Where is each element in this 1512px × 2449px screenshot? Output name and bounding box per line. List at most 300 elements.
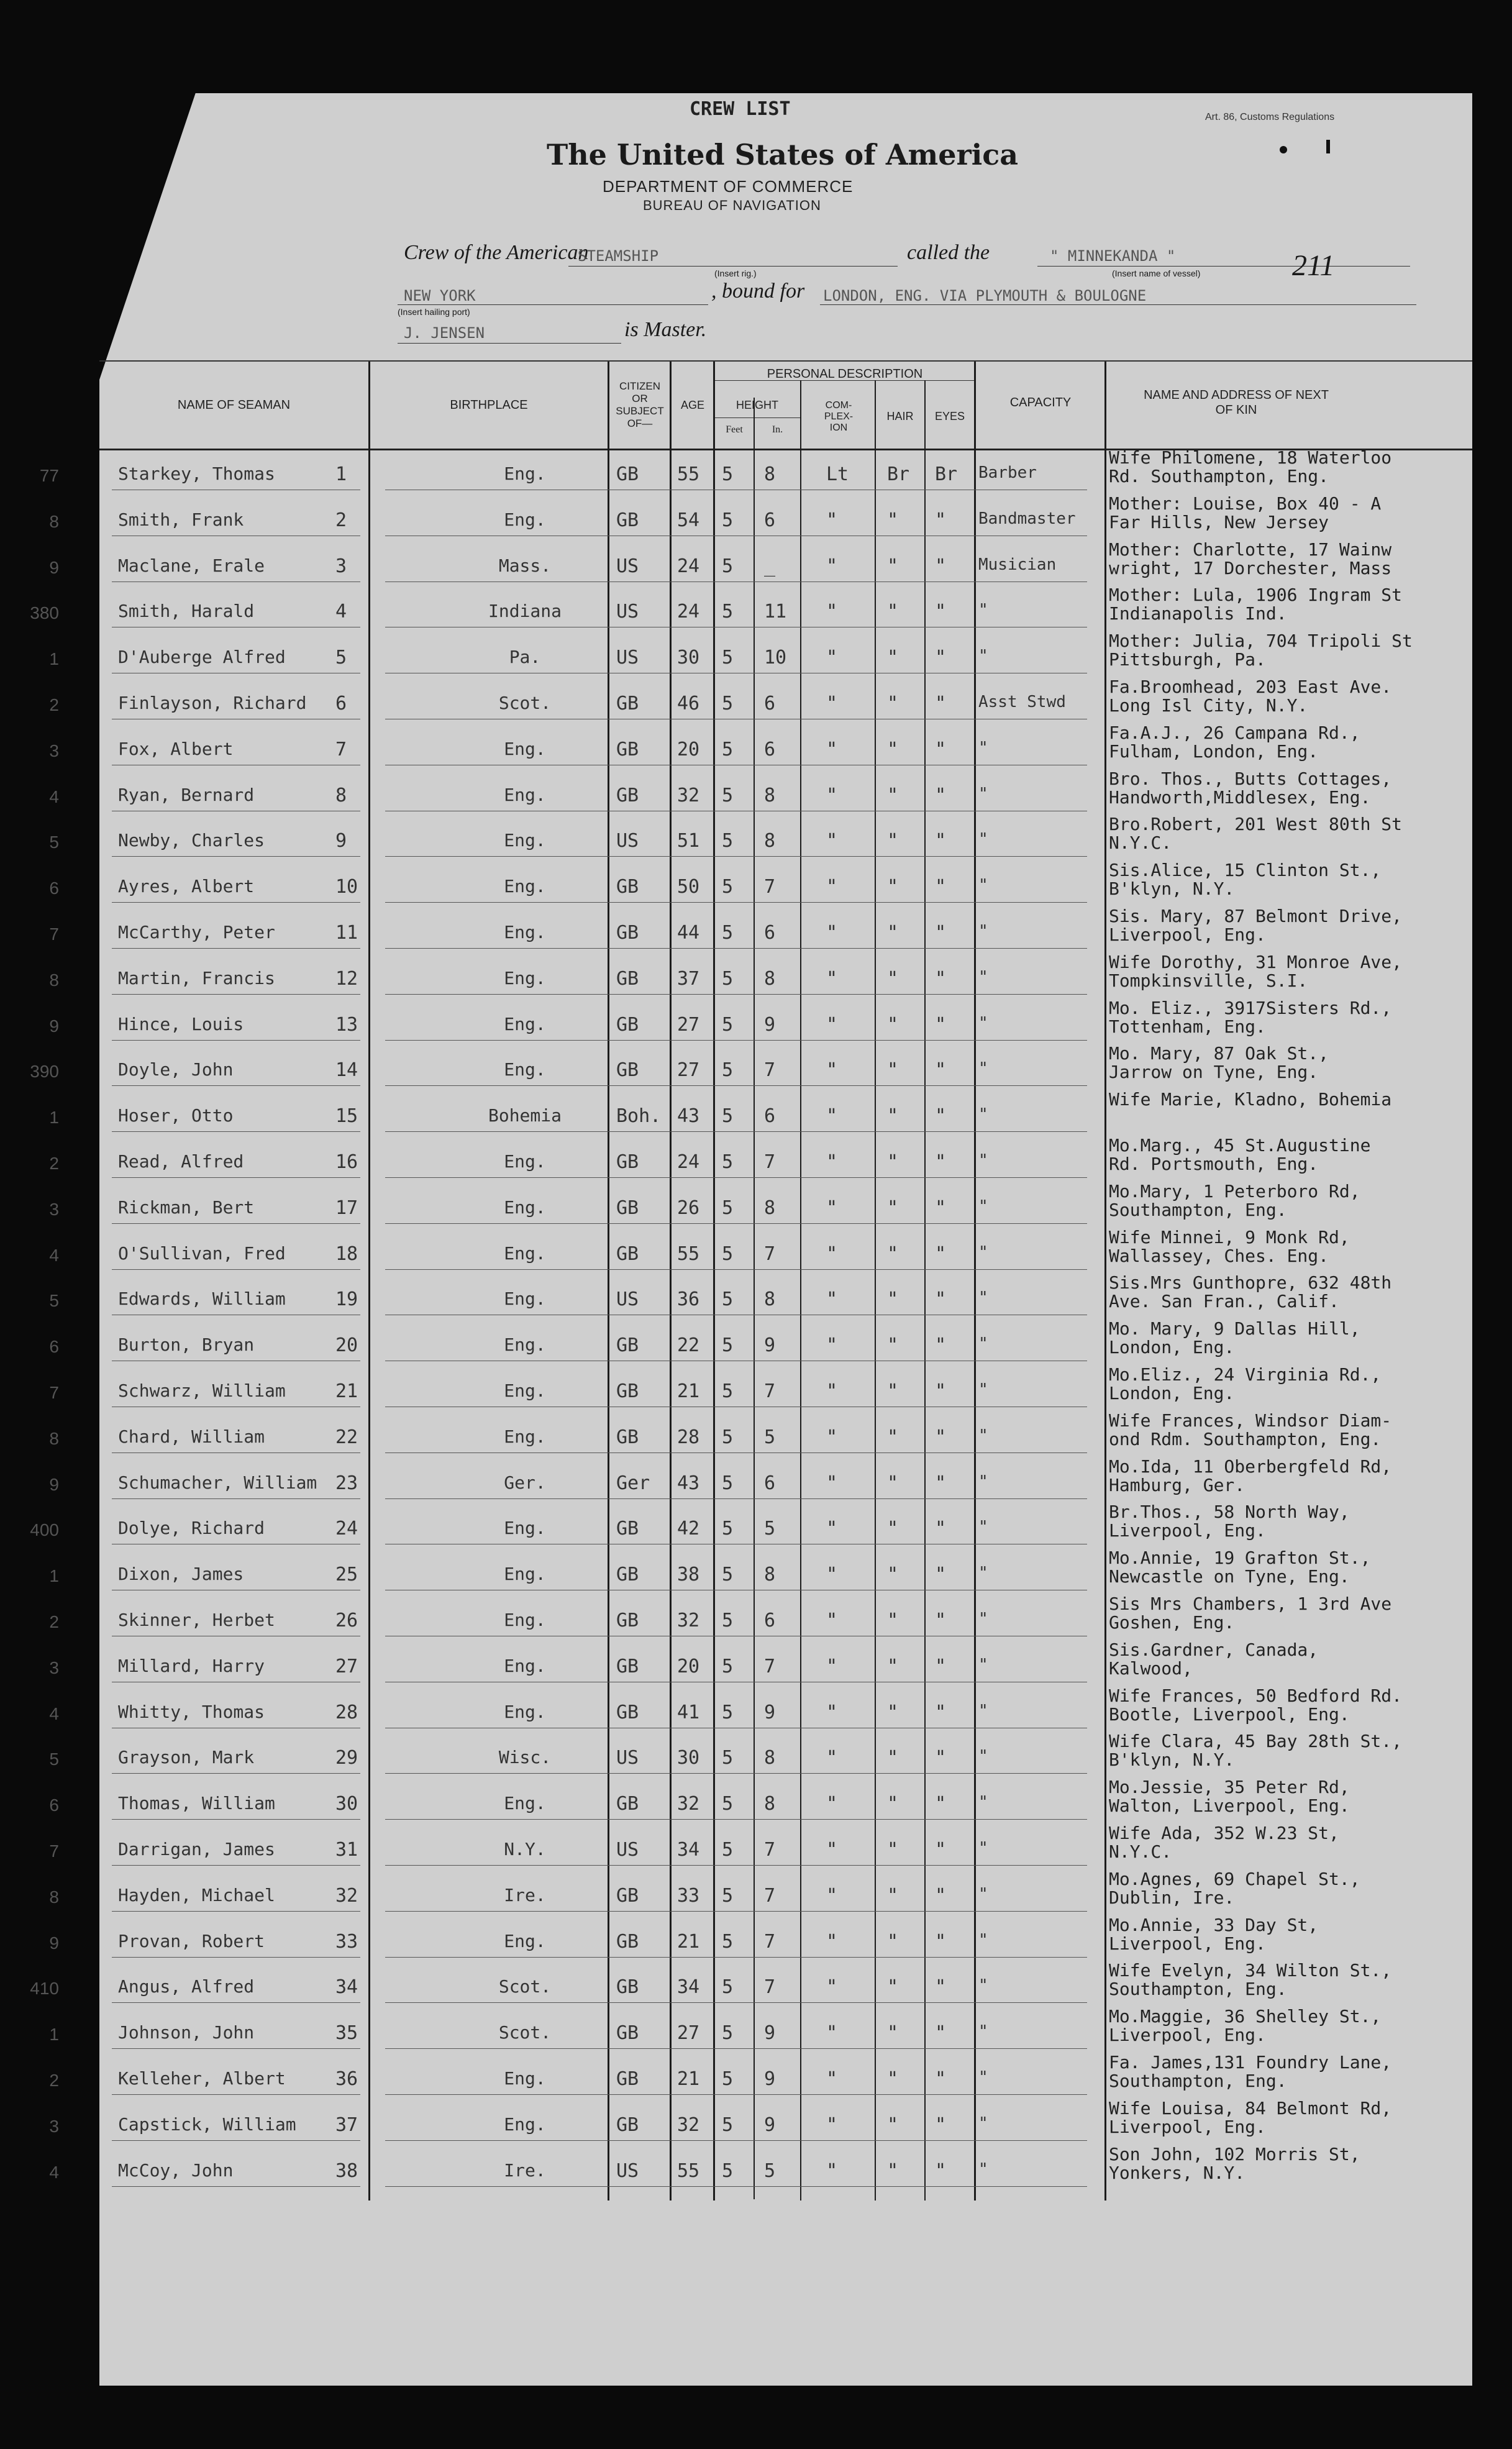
- height-feet: 5: [722, 785, 734, 806]
- birthplace: Ger.: [504, 1472, 546, 1493]
- eyes: ": [935, 1885, 947, 1907]
- table-row: [49, 814, 1472, 865]
- table-row: [49, 1410, 1472, 1461]
- next-of-kin-line2: Goshen, Eng.: [1109, 1612, 1235, 1633]
- next-of-kin: [1109, 1732, 1402, 1769]
- citizenship: US: [616, 830, 639, 852]
- capacity: ": [978, 1931, 988, 1950]
- birthplace: Eng.: [504, 1243, 546, 1264]
- next-of-kin-line2: Jarrow on Tyne, Eng.: [1109, 1062, 1319, 1082]
- next-of-kin: [1109, 907, 1402, 944]
- eyes: ": [935, 1839, 947, 1861]
- birthplace: Eng.: [504, 1059, 546, 1080]
- next-of-kin: [1109, 953, 1402, 990]
- next-of-kin-line1: Mother: Charlotte, 17 Wainw: [1109, 539, 1392, 560]
- capacity: ": [978, 1656, 988, 1674]
- age: 41: [677, 1702, 700, 1723]
- height-feet: 5: [722, 1931, 734, 1953]
- table-row: [39, 447, 1472, 498]
- age: 30: [677, 647, 700, 668]
- birthplace: Pa.: [509, 647, 541, 667]
- row-underline: [385, 1040, 1087, 1041]
- capacity: ": [978, 1839, 988, 1858]
- capacity: ": [978, 1243, 988, 1262]
- next-of-kin-line1: Wife Louisa, 84 Belmont Rd,: [1109, 2098, 1392, 2118]
- citizenship: GB: [616, 2022, 639, 2044]
- name-underline: [112, 1269, 360, 1270]
- next-of-kin: [1109, 540, 1391, 578]
- eyes: Br: [935, 463, 958, 485]
- citizenship: GB: [616, 922, 639, 944]
- margin-number: 400: [30, 1520, 59, 1539]
- margin-number: 2: [49, 695, 59, 714]
- age: 21: [677, 1380, 700, 1402]
- birthplace: N.Y.: [504, 1839, 546, 1859]
- called-the-label: called the: [907, 241, 990, 264]
- complexion: ": [826, 509, 838, 531]
- table-top-rule: [99, 360, 1472, 362]
- complexion: ": [826, 1610, 838, 1631]
- complexion: Lt: [826, 463, 849, 485]
- next-of-kin-line1: Br.Thos., 58 North Way,: [1109, 1502, 1350, 1522]
- page-number: 211: [1292, 249, 1335, 282]
- hair: ": [887, 1931, 899, 1953]
- birthplace: Scot.: [498, 1976, 552, 1997]
- rig-value: STEAMSHIP: [578, 247, 659, 265]
- next-of-kin-line1: Fa.Broomhead, 203 East Ave.: [1109, 677, 1392, 697]
- name-underline: [112, 2140, 360, 2141]
- next-of-kin-line2: Dublin, Ire.: [1109, 1887, 1235, 1908]
- margin-number: 7: [49, 1841, 59, 1861]
- seaman-name: Capstick, William: [118, 2114, 296, 2135]
- height-feet: 5: [722, 1564, 734, 1585]
- ink-dot: [1280, 146, 1287, 153]
- next-of-kin-line2: Liverpool, Eng.: [1109, 924, 1266, 945]
- name-underline: [112, 1040, 360, 1041]
- birthplace: Eng.: [504, 1656, 546, 1676]
- birthplace: Eng.: [504, 1610, 546, 1630]
- height-feet: 5: [722, 1334, 734, 1356]
- row-underline: [385, 1131, 1087, 1132]
- birthplace: Wisc.: [498, 1747, 552, 1767]
- seaman-name: Schumacher, William: [118, 1472, 317, 1493]
- complexion: ": [826, 1931, 838, 1953]
- age: 27: [677, 1059, 700, 1081]
- complexion: ": [826, 1380, 838, 1402]
- row-number: 38: [335, 2160, 358, 2182]
- height-inches: 8: [764, 1793, 776, 1815]
- height-feet: 5: [722, 1610, 734, 1631]
- height-inches: 8: [764, 785, 776, 806]
- row-number: 13: [335, 1014, 358, 1036]
- capacity: ": [978, 1380, 988, 1399]
- capacity: Asst Stwd: [978, 693, 1066, 711]
- table-row: [49, 631, 1472, 682]
- eyes: ": [935, 1747, 947, 1769]
- height-inches: 5: [764, 1518, 776, 1539]
- capacity: ": [978, 785, 988, 803]
- table-row: [49, 998, 1472, 1049]
- citizenship: US: [616, 601, 639, 623]
- vessel-underline: [1037, 266, 1410, 267]
- row-underline: [385, 1177, 1087, 1178]
- row-underline: [385, 994, 1087, 995]
- next-of-kin-line1: Wife Philomene, 18 Waterloo: [1109, 447, 1392, 468]
- header-citizen: CITIZEN OR SUBJECT OF—: [616, 380, 664, 429]
- capacity: ": [978, 601, 988, 619]
- seaman-name: Rickman, Bert: [118, 1197, 255, 1218]
- next-of-kin-line2: Fulham, London, Eng.: [1109, 741, 1319, 762]
- birthplace: Bohemia: [488, 1105, 562, 1126]
- row-number: 31: [335, 1839, 358, 1861]
- ink-mark: [1326, 140, 1330, 153]
- capacity: ": [978, 1197, 988, 1216]
- next-of-kin-line1: Mother: Lula, 1906 Ingram St: [1109, 585, 1403, 605]
- complexion: ": [826, 968, 838, 990]
- complexion: ": [826, 601, 838, 623]
- table-row: [49, 1089, 1472, 1140]
- next-of-kin-line2: wright, 17 Dorchester, Mass: [1109, 558, 1392, 578]
- margin-number: 2: [49, 1154, 59, 1173]
- next-of-kin: [1109, 861, 1381, 898]
- complexion: ": [826, 1793, 838, 1815]
- row-number: 33: [335, 1931, 358, 1953]
- complexion: ": [826, 1656, 838, 1677]
- age: 32: [677, 1610, 700, 1631]
- height-feet: 5: [722, 968, 734, 990]
- next-of-kin: [1109, 1044, 1329, 1082]
- capacity: ": [978, 1702, 988, 1720]
- age: 34: [677, 1839, 700, 1861]
- table-row: [49, 1272, 1472, 1323]
- eyes: ": [935, 1472, 947, 1494]
- next-of-kin-line1: Mo. Eliz., 3917Sisters Rd.,: [1109, 998, 1392, 1018]
- height-inches: 6: [764, 1105, 776, 1127]
- height-inches: 8: [764, 463, 776, 485]
- row-underline: [385, 1819, 1087, 1820]
- row-number: 21: [335, 1380, 358, 1402]
- seaman-name: Millard, Harry: [118, 1656, 265, 1676]
- table-row: [49, 2052, 1472, 2103]
- age: 55: [677, 1243, 700, 1265]
- next-of-kin: [1109, 1549, 1370, 1586]
- next-of-kin-line1: Son John, 102 Morris St,: [1109, 2144, 1360, 2164]
- age: 55: [677, 463, 700, 485]
- citizenship: GB: [616, 1931, 639, 1953]
- age: 32: [677, 1793, 700, 1815]
- capacity: ": [978, 647, 988, 665]
- age: 38: [677, 1564, 700, 1585]
- hair: ": [887, 922, 899, 944]
- height-feet: 5: [722, 1243, 734, 1265]
- eyes: ": [935, 1105, 947, 1127]
- margin-number: 6: [49, 1337, 59, 1356]
- margin-number: 9: [49, 1475, 59, 1494]
- citizenship: GB: [616, 739, 639, 760]
- age: 32: [677, 2114, 700, 2136]
- table-row: [49, 906, 1472, 957]
- hair: Br: [887, 463, 910, 485]
- next-of-kin: [1109, 2099, 1391, 2137]
- next-of-kin: [1109, 724, 1360, 761]
- next-of-kin-line2: Rd. Southampton, Eng.: [1109, 466, 1329, 486]
- next-of-kin-line1: Wife Frances, 50 Bedford Rd.: [1109, 1685, 1403, 1706]
- capacity: ": [978, 1334, 988, 1353]
- margin-number: 3: [49, 741, 59, 760]
- citizenship: GB: [616, 463, 639, 485]
- next-of-kin: [1109, 1503, 1350, 1540]
- birthplace: Eng.: [504, 922, 546, 942]
- next-of-kin: [1109, 1411, 1391, 1449]
- seaman-name: Skinner, Herbet: [118, 1610, 275, 1630]
- hair: ": [887, 1151, 899, 1173]
- next-of-kin: [1109, 1824, 1339, 1861]
- next-of-kin-line1: Wife Ada, 352 W.23 St,: [1109, 1823, 1339, 1843]
- capacity: ": [978, 2068, 988, 2087]
- margin-number: 9: [49, 1016, 59, 1036]
- age: 30: [677, 1747, 700, 1769]
- complexion: ": [826, 1839, 838, 1861]
- table-row: [49, 1135, 1472, 1186]
- next-of-kin-line1: Sis.Mrs Gunthopre, 632 48th: [1109, 1272, 1392, 1293]
- height-feet: 5: [722, 1793, 734, 1815]
- name-underline: [112, 1865, 360, 1866]
- seaman-name: Doyle, John: [118, 1059, 234, 1080]
- next-of-kin-line1: Wife Minnei, 9 Monk Rd,: [1109, 1227, 1350, 1247]
- name-underline: [112, 1498, 360, 1499]
- next-of-kin: [1109, 632, 1413, 669]
- height-inches: 5: [764, 1426, 776, 1448]
- eyes: ": [935, 1059, 947, 1081]
- table-row: [49, 2006, 1472, 2057]
- capacity: ": [978, 1518, 988, 1536]
- bureau-label: BUREAU OF NAVIGATION: [643, 198, 821, 213]
- birthplace: Eng.: [504, 463, 546, 484]
- row-number: 18: [335, 1243, 358, 1265]
- next-of-kin-line2: Southampton, Eng.: [1109, 1200, 1287, 1220]
- capacity: ": [978, 922, 988, 941]
- next-of-kin: [1109, 770, 1391, 807]
- hair: ": [887, 1288, 899, 1310]
- next-of-kin-line1: Mo.Ida, 11 Oberbergfeld Rd,: [1109, 1456, 1392, 1477]
- next-of-kin-line2: Handworth,Middlesex, Eng.: [1109, 787, 1371, 808]
- next-of-kin: [1109, 1320, 1360, 1357]
- citizenship: GB: [616, 1976, 639, 1998]
- next-of-kin: [1109, 1274, 1391, 1311]
- margin-number: 2: [49, 2071, 59, 2090]
- birthplace: Eng.: [504, 1518, 546, 1538]
- capacity: Barber: [978, 463, 1037, 482]
- citizenship: GB: [616, 2114, 639, 2136]
- age: 46: [677, 693, 700, 714]
- citizenship: GB: [616, 1518, 639, 1539]
- row-number: 36: [335, 2068, 358, 2090]
- citizenship: GB: [616, 876, 639, 898]
- height-feet: 5: [722, 1656, 734, 1677]
- eyes: ": [935, 1931, 947, 1953]
- next-of-kin-line2: Tompkinsville, S.I.: [1109, 970, 1308, 991]
- rig-hint: (Insert rig.): [714, 268, 757, 278]
- age: 27: [677, 1014, 700, 1036]
- next-of-kin-line1: Wife Clara, 45 Bay 28th St.,: [1109, 1731, 1403, 1751]
- next-of-kin: [1109, 1182, 1360, 1220]
- birthplace: Eng.: [504, 1334, 546, 1355]
- citizenship: GB: [616, 1151, 639, 1173]
- citizenship: US: [616, 1839, 639, 1861]
- next-of-kin-line2: Pittsburgh, Pa.: [1109, 649, 1266, 670]
- eyes: ": [935, 739, 947, 760]
- seaman-name: Thomas, William: [118, 1793, 275, 1813]
- port-hint: (Insert hailing port): [398, 307, 470, 317]
- height-inches: 6: [764, 1472, 776, 1494]
- height-feet: 5: [722, 1472, 734, 1494]
- complexion: ": [826, 2068, 838, 2090]
- height-feet: 5: [722, 1839, 734, 1861]
- row-number: 27: [335, 1656, 358, 1677]
- hair: ": [887, 876, 899, 898]
- margin-number: 8: [49, 512, 59, 531]
- complexion: ": [826, 876, 838, 898]
- seaman-name: Chard, William: [118, 1426, 265, 1447]
- bound-for-label: , bound for: [711, 280, 805, 303]
- row-number: 26: [335, 1610, 358, 1631]
- complexion: ": [826, 2160, 838, 2182]
- capacity: ": [978, 876, 988, 895]
- height-inches: 8: [764, 830, 776, 852]
- next-of-kin-line1: Wife Frances, Windsor Diam-: [1109, 1410, 1392, 1431]
- citizenship: GB: [616, 1426, 639, 1448]
- row-number: 17: [335, 1197, 358, 1219]
- name-underline: [112, 856, 360, 857]
- row-number: 34: [335, 1976, 358, 1998]
- citizenship: GB: [616, 1334, 639, 1356]
- height-feet: 5: [722, 1518, 734, 1539]
- seaman-name: Smith, Frank: [118, 509, 244, 530]
- eyes: ": [935, 1151, 947, 1173]
- header-birthplace: BIRTHPLACE: [450, 398, 528, 412]
- seaman-name: Ryan, Bernard: [118, 785, 255, 805]
- row-underline: [385, 2140, 1087, 2141]
- citizenship: GB: [616, 785, 639, 806]
- birthplace: Eng.: [504, 1793, 546, 1813]
- citizenship: GB: [616, 1197, 639, 1219]
- header-height: HEIGHT: [736, 399, 778, 411]
- seaman-name: Martin, Francis: [118, 968, 275, 988]
- next-of-kin: [1109, 495, 1381, 532]
- next-of-kin-line2: Liverpool, Eng.: [1109, 1520, 1266, 1541]
- name-underline: [112, 948, 360, 949]
- height-inches: 9: [764, 2114, 776, 2136]
- hair: ": [887, 1564, 899, 1585]
- complexion: ": [826, 1105, 838, 1127]
- height-inches: 7: [764, 876, 776, 898]
- margin-number: 1: [49, 2025, 59, 2044]
- eyes: ": [935, 1426, 947, 1448]
- age: 28: [677, 1426, 700, 1448]
- next-of-kin: [1109, 815, 1402, 852]
- birthplace: Eng.: [504, 1931, 546, 1951]
- header-eyes: EYES: [934, 410, 965, 422]
- next-of-kin: [1109, 1228, 1350, 1266]
- eyes: ": [935, 601, 947, 623]
- table-row: [49, 1318, 1472, 1369]
- hair: ": [887, 555, 899, 577]
- row-underline: [385, 1957, 1087, 1958]
- age: 20: [677, 739, 700, 760]
- birthplace: Eng.: [504, 509, 546, 530]
- birthplace: Eng.: [504, 830, 546, 851]
- citizenship: GB: [616, 968, 639, 990]
- row-number: 25: [335, 1564, 358, 1585]
- seaman-name: Darrigan, James: [118, 1839, 275, 1859]
- row-underline: [385, 1498, 1087, 1499]
- row-number: 10: [335, 876, 358, 898]
- eyes: ": [935, 1518, 947, 1539]
- age: 51: [677, 830, 700, 852]
- capacity: ": [978, 1014, 988, 1033]
- hair: ": [887, 1702, 899, 1723]
- citizenship: GB: [616, 509, 639, 531]
- margin-number: 4: [49, 1704, 59, 1723]
- table-row: [30, 1043, 1472, 1094]
- seaman-name: Schwarz, William: [118, 1380, 286, 1401]
- next-of-kin-line1: Mo.Agnes, 69 Chapel St.,: [1109, 1869, 1360, 1889]
- height-feet: 5: [722, 1976, 734, 1998]
- seaman-name: Finlayson, Richard: [118, 693, 307, 713]
- height-inches: 7: [764, 1151, 776, 1173]
- complexion: ": [826, 2114, 838, 2136]
- hair: ": [887, 968, 899, 990]
- next-of-kin: [1109, 1641, 1318, 1678]
- height-inches: 7: [764, 1976, 776, 1998]
- citizenship: US: [616, 647, 639, 668]
- next-of-kin-line2: Liverpool, Eng.: [1109, 2117, 1266, 2137]
- birthplace: Eng.: [504, 1197, 546, 1218]
- next-of-kin-line1: Fa. James,131 Foundry Lane,: [1109, 2052, 1392, 2073]
- row-number: 11: [335, 922, 358, 944]
- complexion: ": [826, 1472, 838, 1494]
- margin-number: 8: [49, 1887, 59, 1907]
- height-inches: 9: [764, 1702, 776, 1723]
- citizenship: GB: [616, 2068, 639, 2090]
- eyes: ": [935, 1702, 947, 1723]
- next-of-kin-line1: Mo.Eliz., 24 Virginia Rd.,: [1109, 1364, 1382, 1385]
- table-row: [49, 1640, 1472, 1690]
- citizenship: GB: [616, 1564, 639, 1585]
- margin-number: 3: [49, 1200, 59, 1219]
- row-underline: [385, 856, 1087, 857]
- citizenship: US: [616, 555, 639, 577]
- birthplace: Indiana: [488, 601, 562, 621]
- next-of-kin-line2: Hamburg, Ger.: [1109, 1475, 1246, 1495]
- margin-number: 5: [49, 832, 59, 852]
- hailing-port: NEW YORK: [404, 287, 476, 304]
- age: 21: [677, 2068, 700, 2090]
- birthplace: Ire.: [504, 2160, 546, 2181]
- complexion: ": [826, 693, 838, 714]
- height-feet: 5: [722, 1105, 734, 1127]
- hair: ": [887, 1656, 899, 1677]
- citizenship: GB: [616, 1610, 639, 1631]
- citizenship: GB: [616, 1059, 639, 1081]
- seaman-name: Starkey, Thomas: [118, 463, 275, 484]
- height-rule: [714, 417, 801, 418]
- height-inches: 9: [764, 1014, 776, 1036]
- margin-number: 4: [49, 2163, 59, 2182]
- birthplace: Eng.: [504, 1564, 546, 1584]
- next-of-kin-line2: Ave. San Fran., Calif.: [1109, 1291, 1339, 1311]
- next-of-kin-line2: B'klyn, N.Y.: [1109, 1749, 1235, 1770]
